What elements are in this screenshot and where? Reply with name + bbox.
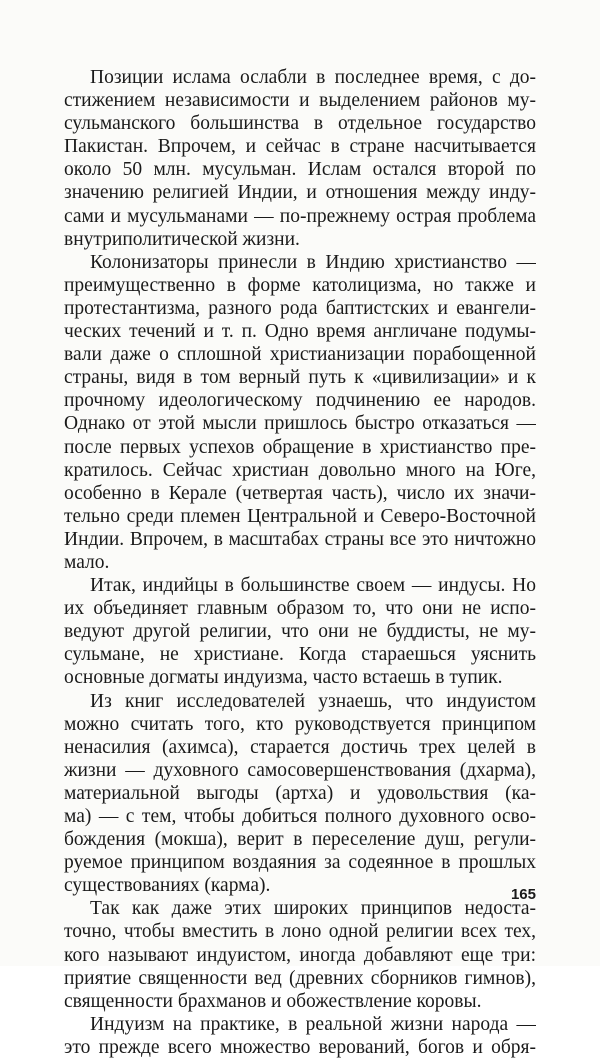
text-line: руемое принципом воздаяния за содеянное в прошлых	[64, 852, 536, 874]
text-line: Индуизм на практике, в реальной жизни народа —	[90, 1013, 536, 1035]
text-line: мало.	[64, 551, 110, 573]
text-line: это прежде всего множество верований, богов и обря-	[64, 1036, 536, 1058]
text-line: особенно в Керале (четвертая часть), число их значи-	[64, 482, 536, 504]
text-line: Из книг исследователей узнаешь, что индуистом	[90, 690, 536, 712]
paragraph	[64, 66, 536, 251]
text-line: страны, видя в том верный путь к «цивилизации» и к	[64, 367, 536, 389]
text-line: после первых успехов обращение в христианство пре-	[64, 436, 536, 458]
text-line: прочному идеологическому подчинению ее народов.	[64, 390, 536, 412]
text-line: ческих течений и т. п. Одно время англичане подумы-	[64, 321, 536, 343]
text-line: можно считать того, кто руководствуется принципом	[64, 713, 536, 735]
text-line: точно, чтобы вместить в лоно одной религии всех тех,	[64, 921, 536, 943]
text-line: Однако от этой мысли пришлось быстро отказаться —	[64, 413, 536, 435]
text-line: тельно среди племен Центральной и Северо-Восточной	[64, 505, 536, 527]
text-line: около 50 млн. мусульман. Ислам остался второй по	[64, 159, 536, 181]
text-line: ведуют другой религии, что они не буддисты, не му-	[64, 621, 536, 643]
text-line: существованиях (карма).	[64, 875, 271, 897]
text-line: стижением независимости и выделением районов му-	[64, 90, 536, 112]
text-line: сульманского большинства в отдельное государство	[64, 113, 536, 135]
text-line: значению религией Индии, и отношения между инду-	[64, 182, 536, 204]
text-line: основные догматы индуизма, часто встаешь в тупик.	[64, 667, 503, 689]
text-line: Пакистан. Впрочем, и сейчас в стране насчитывается	[64, 136, 536, 158]
text-line: кратилось. Сейчас христиан довольно много на Юге,	[64, 459, 536, 481]
text-line: вали даже о сплошной христианизации порабощенной	[64, 344, 536, 366]
text-line: ма) — с тем, чтобы добиться полного духовного осво-	[64, 806, 536, 827]
text-line: Итак, индийцы в большинстве своем — индусы. Но	[90, 575, 536, 597]
text-line: жизни — духовного самосовершенствования (дхарма),	[64, 759, 536, 781]
page-number: 165	[510, 886, 536, 903]
paragraph	[64, 897, 536, 1012]
text-line: Так как даже этих широких принципов недоста-	[90, 898, 536, 920]
text-line: Колонизаторы принесли в Индию христианство —	[90, 251, 536, 273]
text-line: Индии. Впрочем, в масштабах страны все это ничтожно	[64, 528, 536, 550]
paragraph	[64, 690, 536, 898]
text-line: сульмане, не христиане. Когда стараешься уяснить	[64, 644, 536, 666]
text-line: ненасилия (ахимса), старается достичь трех целей в	[64, 736, 536, 758]
text-line: материальной выгоды (артха) и удовольствия (ка-	[64, 782, 536, 804]
text-line: преимущественно в форме католицизма, но также и	[64, 274, 536, 296]
text-line: сами и мусульманами — по-прежнему острая проблема	[64, 205, 536, 227]
text-line: протестантизма, разного рода баптистских и евангели-	[64, 297, 536, 319]
paragraph	[64, 574, 536, 689]
text-line: Позиции ислама ослабли в последнее время, с до-	[90, 67, 536, 88]
paragraph	[64, 251, 536, 574]
text-line: внутриполитической жизни.	[64, 228, 300, 250]
text-line: бождения (мокша), верит в переселение душ, регули-	[64, 829, 536, 851]
text-line: священности брахманов и обожествление коровы.	[64, 990, 482, 1012]
text-line: кого называют индуистом, иногда добавляют еще три:	[64, 944, 536, 966]
body-text	[64, 66, 536, 1059]
text-line: их объединяет главным образом то, что они не испо-	[64, 598, 536, 620]
text-line: приятие священности вед (древних сборников гимнов),	[64, 967, 536, 989]
paragraph	[64, 1013, 536, 1059]
